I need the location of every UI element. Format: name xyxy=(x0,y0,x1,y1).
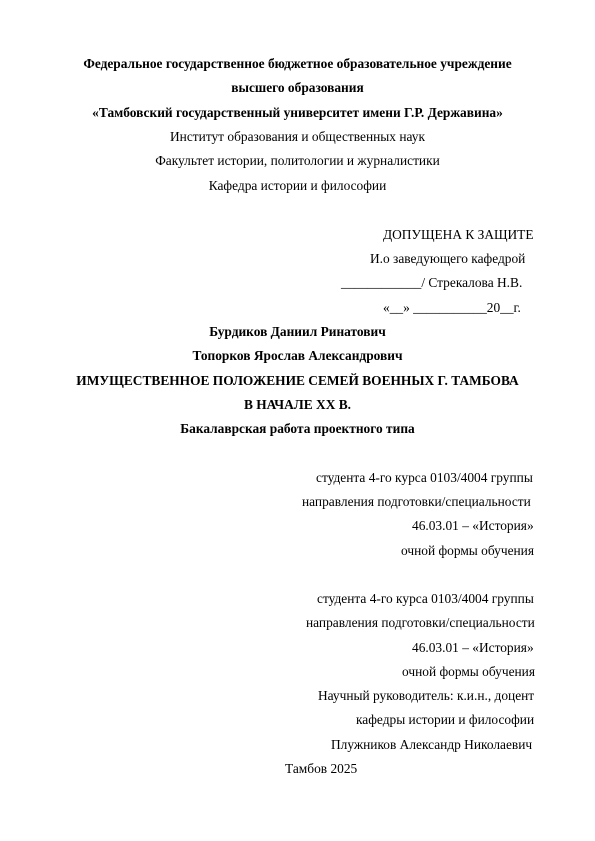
student-1-line-4: очной формы обучения xyxy=(401,543,535,558)
student-2-line-3: 46.03.01 – «История» xyxy=(412,640,534,655)
faculty-name: Факультет истории, политологии и журналистики xyxy=(155,153,440,168)
student-1-line-1: студента 4-го курса 0103/4004 группы xyxy=(316,470,533,485)
city-year: Тамбов 2025 xyxy=(285,761,358,776)
supervisor-line-2: кафедры истории и философии xyxy=(356,712,535,727)
org-line-1: Федеральное государственное бюджетное образовательное учреждение xyxy=(83,56,512,71)
work-type: Бакалаврская работа проектного типа xyxy=(180,421,415,436)
student-2-line-4: очной формы обучения xyxy=(402,664,536,679)
student-2-line-1: студента 4-го курса 0103/4004 группы xyxy=(317,591,534,606)
supervisor-line-3: Плужников Александр Николаевич xyxy=(331,737,533,752)
approval-role: И.о заведующего кафедрой xyxy=(370,251,526,266)
approval-title: ДОПУЩЕНА К ЗАЩИТЕ xyxy=(383,227,534,242)
org-line-2: высшего образования xyxy=(231,80,364,95)
work-title-line-1: ИМУЩЕСТВЕННОЕ ПОЛОЖЕНИЕ СЕМЕЙ ВОЕННЫХ Г. ТАМБОВА xyxy=(76,373,519,388)
student-2-line-2: направления подготовки/специальности xyxy=(306,615,535,630)
approval-signature: ____________/ Стрекалова Н.В. xyxy=(341,275,523,290)
student-1-line-2: направления подготовки/специальности xyxy=(302,494,531,509)
work-title-line-2: В НАЧАЛЕ XX В. xyxy=(243,397,352,412)
supervisor-line-1: Научный руководитель: к.и.н., доцент xyxy=(318,688,535,703)
institute-name: Институт образования и общественных наук xyxy=(170,129,425,144)
approval-date: «__» ___________20__г. xyxy=(383,300,521,315)
department-name: Кафедра истории и философии xyxy=(208,178,387,193)
student-1-line-3: 46.03.01 – «История» xyxy=(412,518,534,533)
author-2: Топорков Ярослав Александрович xyxy=(192,348,403,363)
author-1: Бурдиков Даниил Ринатович xyxy=(209,324,386,339)
university-name: «Тамбовский государственный университет имени Г.Р. Державина» xyxy=(92,105,503,120)
